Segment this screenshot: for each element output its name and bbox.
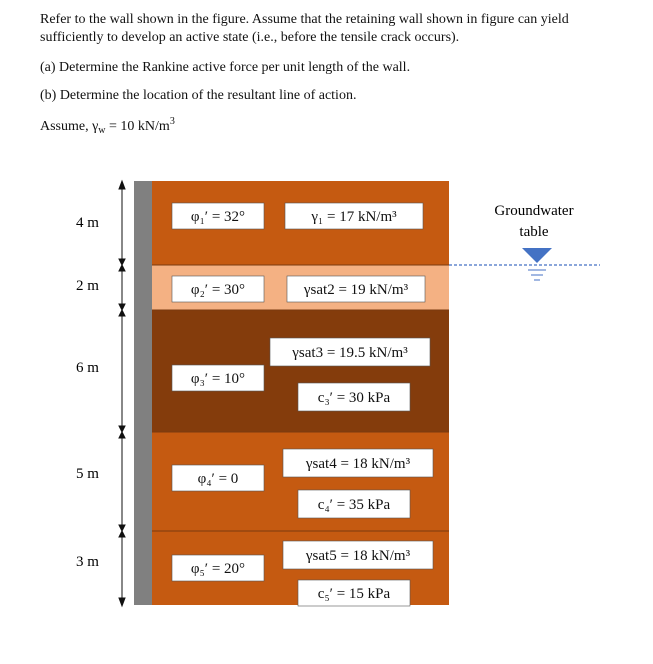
part-a-question: (a) Determine the Rankine active force per unit length of the wall. — [40, 60, 411, 75]
phi-label-layer2: φ₂′ = 30° — [190, 282, 246, 298]
groundwater-label-line1: Groundwater — [494, 203, 574, 219]
dimension-line — [119, 181, 125, 606]
cohesion-label-layer4: c₄′ = 35 kPa — [317, 497, 391, 513]
thickness-label-layer5: 3 m — [76, 554, 99, 570]
gamma-label-layer3: γsat3 = 19.5 kN/m³ — [292, 345, 408, 361]
cohesion-label-layer5: c₅′ = 15 kPa — [317, 586, 391, 602]
phi-label-layer1: φ₁′ = 32° — [190, 209, 246, 225]
gamma-label-layer5: γsat5 = 18 kN/m³ — [305, 548, 411, 564]
thickness-label-layer4: 5 m — [76, 466, 99, 482]
part-b-question: (b) Determine the location of the resultant line of action. — [40, 88, 357, 103]
problem-statement-line2: sufficiently to develop an active state (i.e., before the tensile crack occurs). — [40, 30, 460, 45]
assumption-value: = 10 kN/m — [105, 119, 170, 134]
assumption-subscript: w — [98, 125, 106, 136]
thickness-label-layer2: 2 m — [76, 278, 99, 294]
water-table-triangle-icon — [522, 248, 552, 263]
groundwater-label-line2: table — [519, 224, 549, 240]
water-table-hatch-icon — [528, 270, 546, 280]
thickness-label-layer3: 6 m — [76, 360, 99, 376]
gamma-label-layer4: γsat4 = 18 kN/m³ — [305, 456, 411, 472]
phi-label-layer3: φ₃′ = 10° — [190, 371, 246, 387]
gamma-label-layer2: γsat2 = 19 kN/m³ — [303, 282, 409, 298]
retaining-wall — [134, 181, 152, 605]
problem-statement-line1: Refer to the wall shown in the figure. Assume that the retaining wall shown in figure can yield — [40, 12, 569, 27]
phi-label-layer5: φ₅′ = 20° — [190, 561, 246, 577]
gamma-label-layer1: γ₁ = 17 kN/m³ — [311, 209, 397, 225]
thickness-label-layer1: 4 m — [76, 215, 99, 231]
assumption-exponent: 3 — [169, 116, 175, 127]
assumption-prefix: Assume, γ — [40, 119, 99, 134]
phi-label-layer4: φ₄′ = 0 — [197, 471, 239, 487]
cohesion-label-layer3: c₃′ = 30 kPa — [317, 390, 391, 406]
